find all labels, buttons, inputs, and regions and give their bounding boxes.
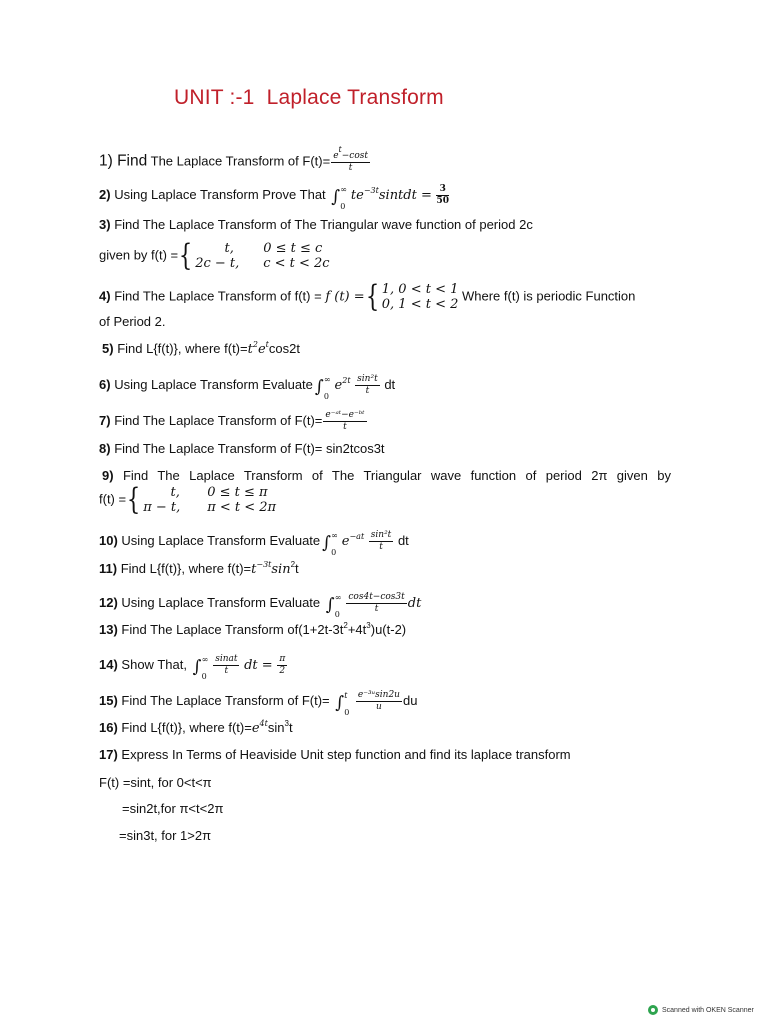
fraction: $\frac{3}{50}$ [436,184,450,206]
scanner-logo-icon [648,1005,658,1015]
question-number: 9) [102,468,114,483]
question-12: 12) Using Laplace Transform Evaluate ∫ ∞ 0 $\frac{\cos 4t-\cos 3t}{t}$ dt [99,592,422,619]
unit-label: UNIT :-1 [174,86,255,109]
question-5: 5) Find L{f(t)}, where $f(t)=t^2e^t\cos 2t$ [102,340,300,357]
given-label: f(t) = [99,491,127,507]
question-text: Find The Laplace Transform of F(t)= [121,692,330,708]
page-title [174,86,444,110]
fraction: $\frac{\text{sin²t}}{t}$ [357,374,378,396]
question-number: 16) [99,720,118,735]
fraction: $\frac{\text{sin²t}}{t}$ [370,530,392,552]
expression: $e^{4t}$ [251,719,268,736]
question-number: 4) [99,288,111,304]
question-number: 8) [99,441,111,456]
fraction: $\frac{\cos 4t-\cos 3t}{t}$ [348,592,405,614]
question-number: 1) Find [99,152,148,170]
given-label: given by f(t) = [99,247,179,263]
question-number: 5) [102,341,114,356]
question-number: 13) [99,622,118,637]
question-text: Find L{f(t)}, where f(t)= [120,561,252,576]
question-text: Express In Terms of Heaviside Unit step function and find its laplace transform [121,747,571,762]
question-number: 3) [99,217,111,232]
scanner-watermark: Scanned with OKEN Scanner [648,1005,754,1015]
expression: $e^{2t}$ [334,375,351,393]
expression: $e^{-at}$ [341,531,365,549]
piecewise-cases: t, 0 ≤ t ≤ π π − t, π < t < 2π [143,485,277,515]
integral-sign: ∫ ∞ 0 [322,530,338,557]
question-13 [99,622,406,638]
question-text: Using Laplace Transform Evaluate [114,376,313,392]
question-17 [99,747,571,763]
question-text: Using Laplace Transform Evaluate [121,532,321,548]
question-number: 15) [99,692,118,708]
fraction: $\frac{\text{e⁻³ᵘsin2u}}{u}$ [357,690,400,712]
piecewise-cases: t, 0 ≤ t ≤ c 2c − t, c < t < 2c [195,241,330,271]
question-text-tail: Where f(t) is periodic Function [462,288,636,304]
integrand: $te^{-3t}sintdt$ = [350,185,432,203]
integral-sign: ∫ ∞ 0 [325,592,342,619]
integral-sign: ∫ ∞ 0 [314,374,331,401]
question-number: 11) [99,561,118,576]
question-3-cases: given by f(t) ={ t, 0 ≤ t ≤ c 2c − t, c < t < 2c [99,238,330,273]
question-text: Using Laplace Transform Prove That [114,186,326,202]
question-text: Find The Laplace Transform of F(t)= [114,412,323,428]
integral-sign: ∫ t 0 [335,690,350,717]
question-text: Find The Laplace Transform of F(t)= sin2tcos3t [114,441,385,456]
question-4: 4) Find The Laplace Transform of f(t) = f (t) ={ 1, 0 < t < 1 0, 1 < t < 2 Where f(t) is periodic Function [99,279,636,314]
question-3 [99,217,533,233]
fraction: $\frac{\text{sinat}}{t}$ [215,654,238,676]
question-2 [99,184,450,211]
question-9-cases: f(t) ={ t, 0 ≤ t ≤ π π − t, π < t < 2π [99,482,277,517]
question-text: Find The Laplace Transform of The Triangular wave function of period 2π given by [122,468,671,483]
fraction: $\frac{\text{e⁻ᵃᵗ−e⁻ᵇᵗ}}{t}$ [325,410,365,432]
integral-sign: ∫ ∞ 0 [192,654,209,681]
fraction: $\frac{\pi}{2}$ [279,654,286,676]
question-14: 14) Show That, ∫ ∞ 0 $\frac{\text{sinat}}{t}$ dt = $\frac{\pi}{2}$ [99,654,286,681]
expression: $t^2e^t$ [247,340,269,357]
question-8 [99,441,385,457]
question-9 [102,468,671,483]
question-text: Find The Laplace Transform $of(1+2t-3t^2+4t^3)u(t-2)$ [121,621,407,637]
piecewise-cases: 1, 0 < t < 1 0, 1 < t < 2 [381,282,459,312]
question-number: 10) [99,532,118,548]
question-text: Find L{f(t)}, where f(t)= [121,720,252,735]
question-17-line2: =sin2t,for π<t<2π [122,801,224,816]
question-text: Find The Laplace Transform of The Triangular wave function of period 2c [114,217,533,232]
question-4-line2: of Period 2. [99,314,166,329]
question-number: 14) [99,656,118,672]
integral-sign: ∫ ∞ 0 [331,184,347,211]
question-11: 11) Find L{f(t)}, where $f(t)=t^{-3t}\sin^2t$ [99,560,299,577]
question-16: 16) Find L{f(t)}, where $f(t)=e^{4t}\sin^3t$ [99,719,293,736]
question-number: 12) [99,594,118,610]
expression: $t^{-3t}\sin$ [251,560,291,577]
fraction: $\frac{e^t-\cos t}{t}$ [333,145,368,173]
question-text: Find L{f(t)}, where f(t)= [117,341,248,356]
question-7 [99,410,368,433]
question-text: The Laplace Transform of F(t)= [150,153,331,169]
question-17-line3: =sin3t, for 1>2π [119,828,212,843]
question-number: 7) [99,412,111,428]
question-number: 2) [99,186,111,202]
function-expression: f (t) = [325,289,365,305]
question-6: 6) Using Laplace Transform Evaluate ∫ ∞ 0 $e^{2t}$ $\frac{\text{sin²t}}{t}$ dt [99,374,396,401]
question-15: 15) Find The Laplace Transform of F(t)= ∫ t 0 $\frac{\text{e⁻³ᵘsin2u}}{u}$ du [99,690,418,717]
topic-label: Laplace Transform [266,86,444,109]
question-1 [99,145,371,174]
question-text: Find The Laplace Transform of f(t) = [114,288,322,304]
question-number: 6) [99,376,111,392]
question-17-line1: F(t) =sint, for 0<t<π [99,775,212,790]
question-number: 17) [99,747,118,762]
question-10: 10) Using Laplace Transform Evaluate ∫ ∞ 0 $e^{-at}$ $\frac{\text{sin²t}}{t}$ dt [99,530,409,557]
question-text: Using Laplace Transform Evaluate [121,594,321,610]
question-text: Show That, [121,656,187,672]
